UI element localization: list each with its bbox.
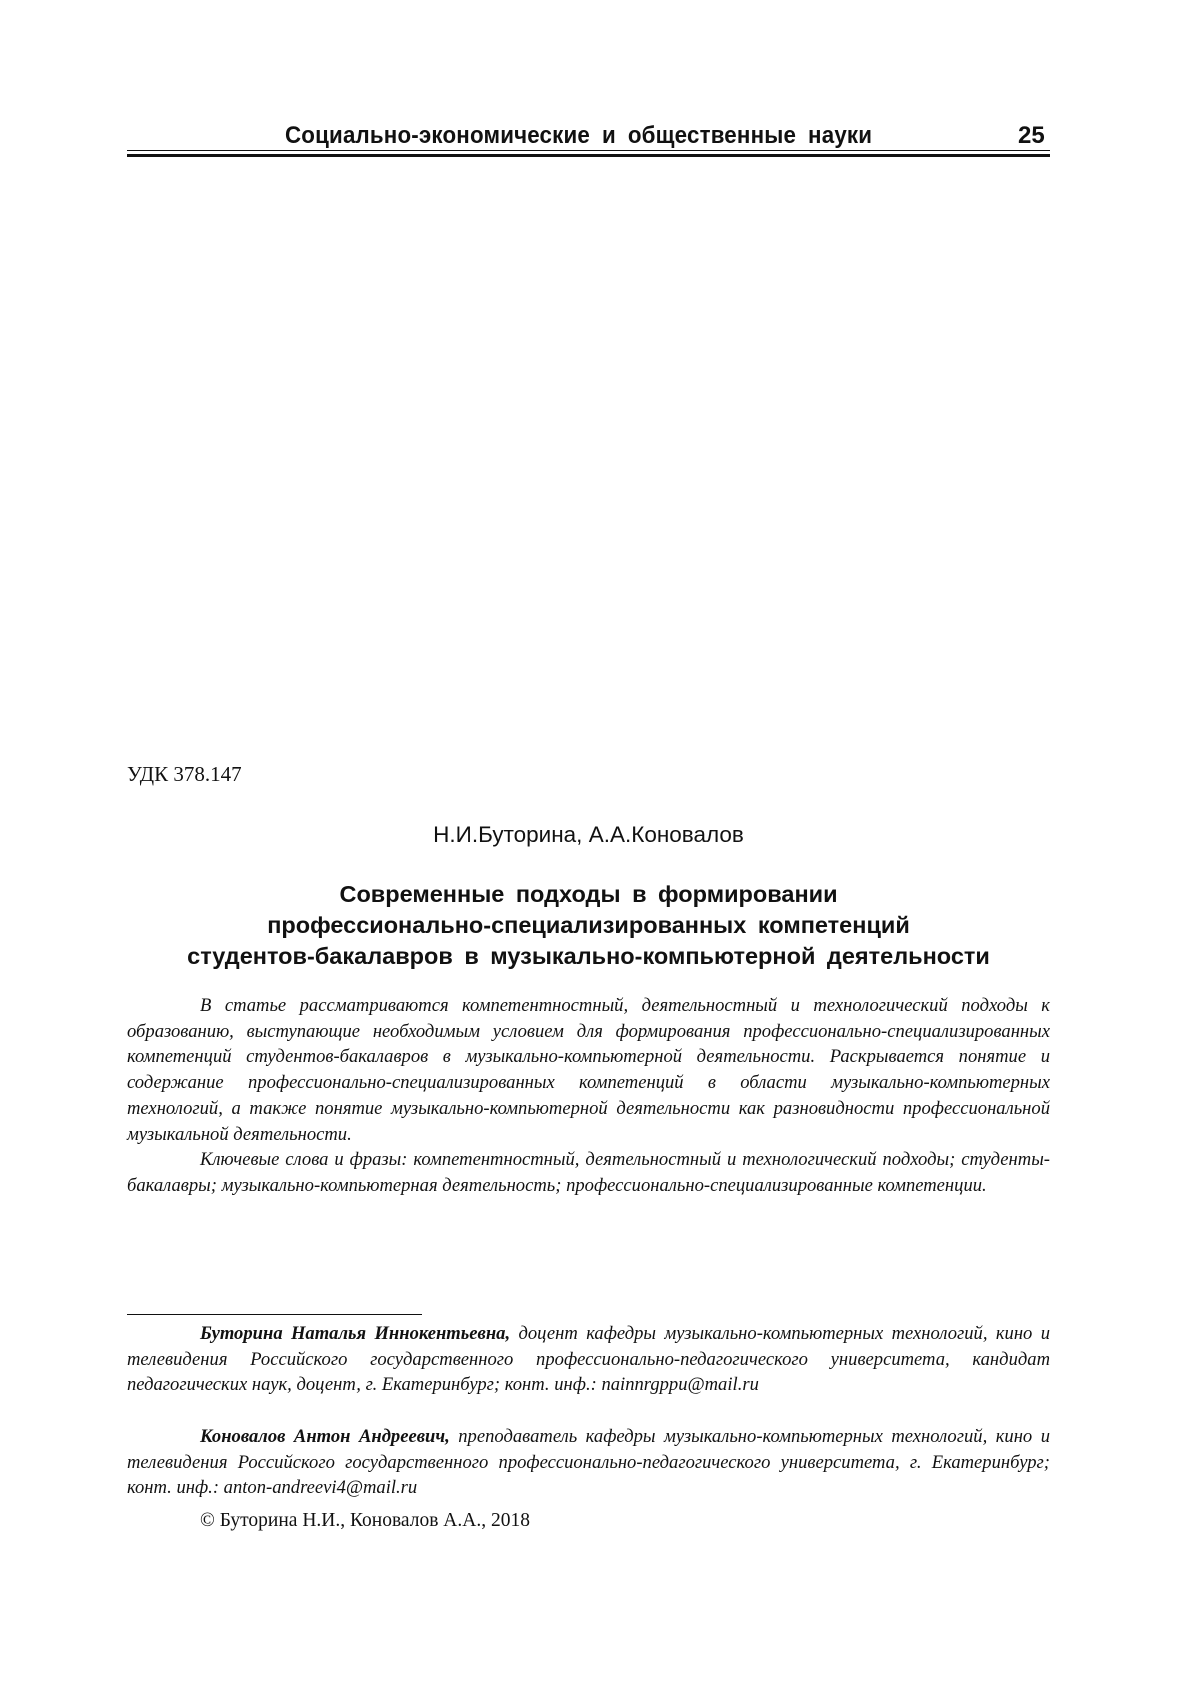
footnote-author-1 (127, 1321, 1050, 1398)
article-authors: Н.И.Буторина, А.А.Коновалов (433, 822, 744, 847)
udk-code: УДК 378.147 (127, 762, 242, 786)
footnote-author-2-name: Коновалов Антон Андреевич, (200, 1426, 450, 1447)
title-line-2: профессионально-специализированных компетенций (267, 912, 910, 938)
running-header-title: Социально-экономические и общественные науки (285, 122, 873, 149)
abstract: В статье рассматриваются компетентностный, деятельностный и технологический подходы к образованию, выступающие необходимым условием для формирования профессионально-специализированных компетенций студентов-бакалавров в музыкально-компьютерной деятельности. Раскрывается понятие и содержание профессионально-специализированных компетенций в области музыкально-компьютерных технологий, а также понятие музыкально-компьютерной деятельности как разновидности профессиональной музыкальной деятельности. (127, 995, 1050, 1145)
copyright: © Буторина Н.И., Коновалов А.А., 2018 (200, 1510, 530, 1531)
footnote-separator (127, 1314, 422, 1315)
title-line-1: Современные подходы в формировании (339, 881, 838, 907)
keywords: Ключевые слова и фразы: компетентностный, деятельностный и технологический подходы; студенты-бакалавры; музыкально-компьютерная деятельность; профессионально-специализированные компетенции. (127, 1149, 1050, 1196)
header-rule-thin (127, 150, 1050, 151)
footnote-author-1-text: доцент кафедры музыкально-компьютерных технологий, кино и телевидения Российского государственного профессионально-педагогического университета, кандидат педагогических наук, доцент, г. Екатеринбург; конт. инф.: nainnrgppu@mail.ru (127, 1323, 1051, 1396)
header-rule-thick (127, 154, 1050, 157)
footnote-author-2 (127, 1424, 1050, 1501)
title-line-3: студентов-бакалавров в музыкально-компьютерной деятельности (187, 943, 990, 969)
article-title (127, 879, 1050, 972)
footnote-author-1-name: Буторина Наталья Иннокентьевна, (200, 1323, 511, 1344)
footnote-author-2-text: преподаватель кафедры музыкально-компьютерных технологий, кино и телевидения Российского государственного профессионально-педагогического университета, г. Екатеринбург; конт. инф.: anton-andreevi4@mail.ru (127, 1426, 1050, 1499)
page-number: 25 (1018, 122, 1045, 149)
